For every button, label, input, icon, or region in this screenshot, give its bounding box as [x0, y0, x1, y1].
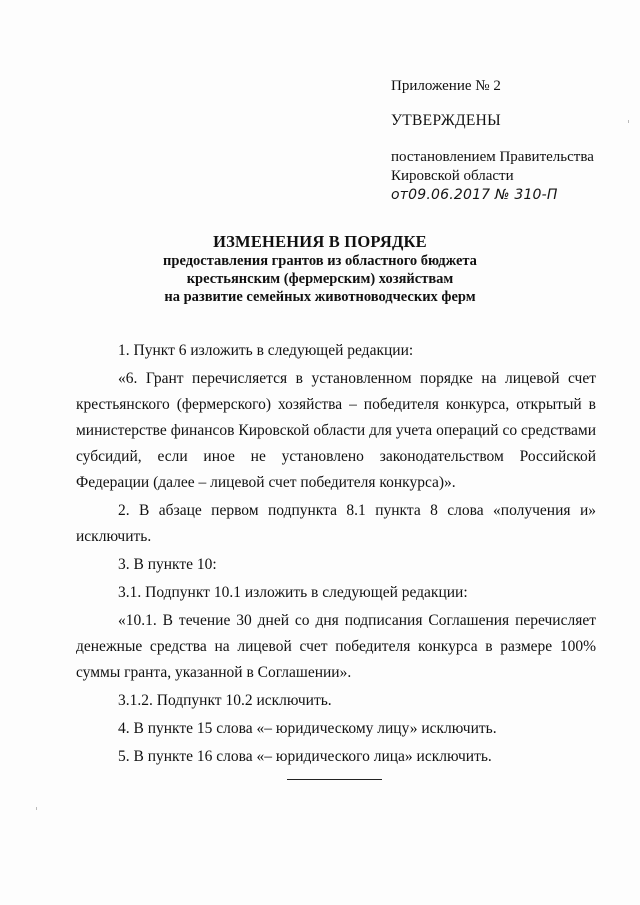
- paragraph-item-3-1-2: 3.1.2. Подпункт 10.2 исключить.: [118, 692, 332, 709]
- heading-line: предоставления грантов из областного бюджета: [163, 253, 477, 269]
- heading-title: ИЗМЕНЕНИЯ В ПОРЯДКЕ: [213, 232, 427, 251]
- document-body: [76, 338, 596, 770]
- paragraph-item-4: 4. В пункте 15 слова «– юридическому лицу» исключить.: [118, 720, 497, 737]
- document-heading: [60, 232, 580, 306]
- heading-line: на развитие семейных животноводческих ферм: [164, 289, 476, 305]
- paragraph-item-3-1: 3.1. Подпункт 10.1 изложить в следующей редакции:: [118, 584, 468, 601]
- paragraph-item-3: 3. В пункте 10:: [118, 556, 217, 573]
- scan-speck: [36, 807, 37, 810]
- paragraph-item-6-text: «6. Грант перечисляется в установленном порядке на лицевой счет крестьянского (фермерского) хозяйства – победителя конкурса, открытый в министерстве финансов Кировской области для учета операций со средствами субсидий, если иное не установлено законодательством Российской Федерации (далее – лицевой счет победителя конкурса)».: [76, 370, 596, 491]
- region-label: Кировской области: [391, 168, 514, 184]
- approval-block: [391, 77, 621, 205]
- paragraph-item-2: 2. В абзаце первом подпункта 8.1 пункта 8 слова «получения и» исключить.: [76, 502, 596, 545]
- resolution-label: постановлением Правительства: [391, 149, 594, 165]
- heading-line: крестьянским (фермерским) хозяйствам: [186, 271, 454, 287]
- handwritten-date-number: от09.06.2017 № 310-П: [391, 187, 558, 203]
- scan-speck: [628, 120, 629, 123]
- appendix-label: Приложение № 2: [391, 78, 501, 94]
- paragraph-item-5: 5. В пункте 16 слова «– юридического лица» исключить.: [118, 748, 492, 765]
- paragraph-item-1: 1. Пункт 6 изложить в следующей редакции:: [118, 342, 414, 359]
- closing-separator-line: [287, 779, 382, 780]
- paragraph-item-10-1-text: «10.1. В течение 30 дней со дня подписания Соглашения перечисляет денежные средства на лицевой счет победителя конкурса в размере 100% суммы гранта, указанной в Соглашении».: [76, 612, 596, 681]
- approved-label: УТВЕРЖДЕНЫ: [391, 112, 501, 129]
